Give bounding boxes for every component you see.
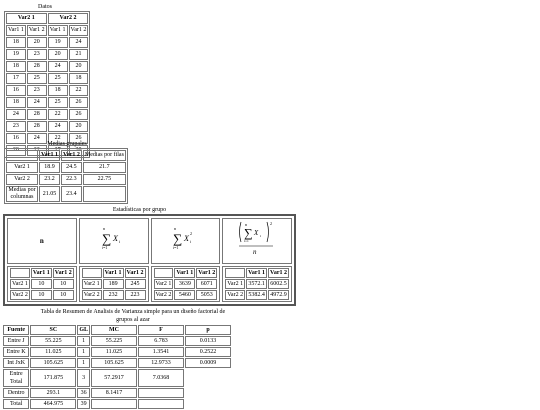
anova-section [2,308,264,410]
anova-row [3,347,231,357]
datos-sub-header: Var1 2 [27,25,47,36]
datos-cell: 20 [69,61,89,72]
anova-cell: 171.875 [30,369,76,387]
datos-cell: 16 [6,85,26,96]
sum-x2-formula [151,218,221,264]
anova-header: SC [30,325,76,335]
medias-section [4,140,130,204]
anova-cell: 55.225 [91,336,137,346]
datos-cell: 24 [69,37,89,48]
ratio-values-table [224,267,290,301]
datos-cell: 16 [6,133,26,144]
anova-cell: 57.2917 [91,369,137,387]
svg-text:n: n [245,222,248,227]
ratio-values-cell [222,266,292,302]
sub-header: Var1 2 [54,270,72,276]
sub-header: Var1 1 [176,270,194,276]
value-cell: 223 [125,290,146,300]
datos-sub-header: Var1 1 [6,25,26,36]
anova-table [2,324,232,410]
sum-x-icon [94,224,134,254]
datos-row [6,109,88,120]
sum-squared-over-n-icon [233,219,281,259]
datos-cell: 20 [48,49,68,60]
datos-cell: 21 [69,49,89,60]
datos-cell: 28 [27,121,47,132]
datos-cell: 22 [48,133,68,144]
medias-cell [83,186,126,202]
stats-values-row [7,266,292,302]
datos-cell: 23 [27,85,47,96]
value-cell: 10 [31,279,52,289]
value-cell: 5053 [196,290,217,300]
row-label: Var2 1 [83,281,100,287]
value-cell: 189 [103,279,124,289]
anova-row [3,358,231,368]
anova-cell [138,388,184,398]
anova-cell: 39 [77,399,90,409]
medias-cell: 24.5 [61,162,82,173]
anova-cell [138,399,184,409]
row-label: Var2 2 [155,292,172,298]
anova-cell: 1 [77,336,90,346]
svg-text:n: n [253,248,257,256]
anova-cell: 1.3541 [138,347,184,357]
sub-header: Var1 2 [270,270,287,276]
datos-table [4,11,90,158]
value-cell: 10 [53,290,74,300]
anova-row [3,399,231,409]
value-cell: 3639 [174,279,195,289]
datos-cell: 27 [48,145,68,156]
datos-row [6,85,88,96]
svg-text:X: X [254,229,259,237]
blank-cell [82,268,102,278]
medias-header-blank [6,150,38,161]
datos-cell: 26 [69,133,89,144]
anova-cell: 36 [77,388,90,398]
sub-header: Var1 2 [198,270,216,276]
datos-cell: 25 [27,73,47,84]
medias-cell: 22.3 [61,174,82,185]
datos-cell: 22 [69,85,89,96]
anova-cell [185,369,231,387]
datos-cell: 19 [48,37,68,48]
datos-cell: 22 [27,145,47,156]
medias-cell: Var2 1 [6,162,38,173]
datos-group-header: Var2 1 [6,13,47,24]
medias-title: Medias grupales [47,141,87,147]
value-cell: 6002.5 [268,279,289,289]
medias-row [6,174,126,185]
datos-cell: 20 [69,121,89,132]
medias-table [4,148,128,204]
anova-cell: 11.025 [30,347,76,357]
value-cell: 5382.4 [246,290,267,300]
datos-cell: 18 [6,97,26,108]
medias-cell: 23.2 [39,174,60,185]
datos-cell: 18 [6,37,26,48]
anova-source-cell: Entre Total [3,369,29,387]
stats-title: Estadísticas por grupo [112,207,167,213]
datos-cell: 26 [69,109,89,120]
sumsq-values-cell [151,266,221,302]
svg-text:i=1: i=1 [244,239,249,243]
blank-cell [154,268,174,278]
anova-cell: 0.0009 [185,358,231,368]
sum-values-cell [79,266,149,302]
anova-source-cell: Dentro [3,388,29,398]
anova-source-cell: Entre J [3,336,29,346]
anova-source-cell: Entre K [3,347,29,357]
datos-row [6,121,88,132]
value-cell: 3572.1 [246,279,267,289]
datos-group-header-row [6,13,88,24]
svg-text:n: n [102,226,105,231]
anova-source-cell: Int JxK [3,358,29,368]
sum-x-formula [79,218,149,264]
datos-title: Datos [38,4,52,10]
medias-row [6,186,126,202]
blank-cell [225,268,245,278]
datos-cell: 18 [48,85,68,96]
medias-header: Var1 2 [61,150,82,161]
datos-cell: 24 [48,61,68,72]
anova-cell: 0.0133 [185,336,231,346]
anova-cell: 11.025 [91,347,137,357]
sum-values-table [81,267,147,301]
medias-cell: 23.4 [61,186,82,202]
datos-row [6,61,88,72]
n-values-cell [7,266,77,302]
datos-row [6,49,88,60]
svg-text:i=1: i=1 [173,245,179,250]
n-label: n [7,218,77,264]
svg-text:n: n [174,226,177,231]
value-cell: 5460 [174,290,195,300]
stats-table [3,214,296,306]
datos-sub-header-row [6,25,88,36]
anova-cell: 0.2522 [185,347,231,357]
anova-header: F [138,325,184,335]
svg-text:X: X [112,234,118,243]
datos-cell: 23 [6,121,26,132]
value-cell: 10 [31,290,52,300]
svg-text:i: i [190,239,192,244]
medias-header-row [6,150,126,161]
anova-header: p [185,325,231,335]
anova-cell [185,388,231,398]
medias-header: Var1 1 [39,150,60,161]
datos-cell: 24 [48,121,68,132]
datos-cell: 18 [69,73,89,84]
medias-cell: 21.7 [83,162,126,173]
anova-row [3,336,231,346]
row-label: Var2 1 [155,281,172,287]
anova-cell: 55.225 [30,336,76,346]
datos-cell: 23 [27,49,47,60]
anova-cell [91,399,137,409]
svg-text:∑: ∑ [173,231,183,246]
svg-text:i=1: i=1 [101,245,107,250]
svg-text:∑: ∑ [101,231,111,246]
datos-cell: 28 [27,61,47,72]
anova-cell: 105.625 [91,358,137,368]
sum-x-squared-icon [165,224,205,254]
anova-header: GL [79,327,88,333]
n-values-table [9,267,75,301]
anova-cell: 7.0368 [138,369,184,387]
svg-text:i: i [118,239,120,244]
value-cell: 6071 [196,279,217,289]
datos-cell: 17 [6,73,26,84]
svg-text:2: 2 [190,231,193,236]
row-label: Var2 2 [227,292,244,298]
anova-header-row [3,325,231,335]
anova-cell: 105.625 [30,358,76,368]
sumsq-values-table [153,267,219,301]
medias-cell: Medias por columnas [6,186,38,202]
datos-cell: 19 [6,49,26,60]
datos-cell: 28 [27,109,47,120]
sub-header: Var1 1 [104,270,122,276]
medias-cell: Var2 2 [6,174,38,185]
datos-group-header: Var2 2 [48,13,89,24]
value-cell: 4972.9 [268,290,289,300]
anova-cell: 8.1417 [91,388,137,398]
datos-sub-header: Var1 1 [48,25,68,36]
anova-header: Fuente [3,325,29,335]
anova-title: Tabla de Resumen de Analisis de Varianza simple para un diseño factorial de grupos al azar [40,309,226,323]
row-label: Var2 1 [227,281,244,287]
datos-row [6,73,88,84]
sub-header: Var1 1 [32,270,50,276]
anova-cell: 1 [77,347,90,357]
medias-cell: 21.05 [39,186,60,202]
anova-row [3,369,231,387]
datos-cell: 24 [6,109,26,120]
datos-cell: 26 [69,97,89,108]
stats-formula-row [7,218,292,264]
datos-row [6,97,88,108]
svg-text:2: 2 [270,221,273,226]
medias-cell: 22.75 [83,174,126,185]
datos-cell: 22 [48,109,68,120]
sub-header: Var1 2 [126,270,144,276]
value-cell: 232 [103,290,124,300]
anova-row [3,388,231,398]
blank-cell [10,268,30,278]
svg-text:∑: ∑ [244,226,253,240]
medias-header: Medias por filas [83,150,126,161]
row-label: Var2 2 [12,292,28,298]
svg-text:i: i [260,234,262,238]
value-cell: 245 [125,279,146,289]
anova-cell: 464.975 [30,399,76,409]
anova-cell: 12.9733 [138,358,184,368]
anova-header: MC [91,325,137,335]
datos-cell: 24 [27,133,47,144]
sub-header: Var1 1 [248,270,266,276]
datos-cell: 25 [48,97,68,108]
value-cell: 10 [53,279,74,289]
anova-cell: 3 [77,369,90,387]
anova-cell: 6.783 [138,336,184,346]
datos-cell: 24 [27,97,47,108]
datos-cell: 20 [6,145,26,156]
medias-cell: 18.9 [39,162,60,173]
svg-text:X: X [184,234,190,243]
anova-source-cell: Total [3,399,29,409]
stats-section [3,206,287,306]
anova-cell [185,399,231,409]
medias-row [6,162,126,173]
datos-sub-header: Var1 2 [69,25,89,36]
datos-row [6,37,88,48]
datos-cell: 20 [69,145,89,156]
sum-squared-over-n-formula [222,218,292,264]
anova-cell: 1 [77,358,90,368]
datos-cell: 18 [6,61,26,72]
datos-cell: 25 [48,73,68,84]
datos-cell: 20 [27,37,47,48]
row-label: Var2 2 [83,292,100,298]
anova-cell: 293.1 [30,388,76,398]
datos-section [4,3,86,158]
row-label: Var2 1 [12,281,28,287]
